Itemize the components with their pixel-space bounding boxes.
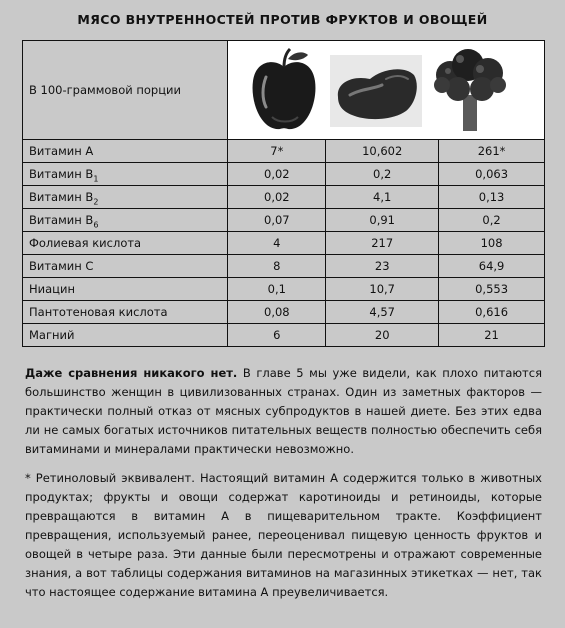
nutrient-label	[23, 140, 228, 163]
table-row	[23, 186, 545, 209]
comparison-note-lead: Даже сравнения никакого нет.	[25, 366, 238, 380]
table-row	[23, 278, 545, 301]
nutrient-name: Магний	[29, 328, 75, 342]
nutrient-label	[23, 278, 228, 301]
table-cell-value: 0,08	[228, 301, 326, 324]
table-header-row	[23, 41, 545, 140]
nutrient-label	[23, 232, 228, 255]
table-cell-value: 0,91	[326, 209, 439, 232]
table-row	[23, 140, 545, 163]
table-cell-value: 4,57	[326, 301, 439, 324]
table-cell-value: 23	[326, 255, 439, 278]
table-row	[23, 301, 545, 324]
nutrient-label	[23, 255, 228, 278]
comparison-note	[25, 364, 542, 459]
retinol-footnote: * Ретиноловый эквивалент. Настоящий витамин А содержится только в животных продуктах; фрукты и овощи содержат каротиноиды и ретиноиды, которые превращаются в витамин А в пищеварительном тракте. Коэффициент превращения, используемый ранее, переоценивал пищевую ценность фруктов и овощей в четыре раза. Эти данные были пересмотрены и отражают современные знания, а вот таблицы содержания витаминов на магазинных этикетках — нет, так что настоящее содержание витамина А преувеличивается.	[25, 471, 542, 599]
nutrient-label	[23, 163, 228, 186]
table-cell-value: 0,02	[228, 186, 326, 209]
nutrient-label	[23, 209, 228, 232]
table-cell-value: 7*	[228, 140, 326, 163]
table-row	[23, 163, 545, 186]
table-row	[23, 324, 545, 347]
nutrient-name: Витамин С	[29, 259, 94, 273]
liver-icon	[330, 55, 422, 127]
portion-label: В 100-граммовой порции	[23, 41, 228, 140]
table-cell-value: 21	[439, 324, 545, 347]
table-cell-value: 0,063	[439, 163, 545, 186]
table-cell-value: 8	[228, 255, 326, 278]
table-cell-value: 0,13	[439, 186, 545, 209]
table-cell-value: 0,02	[228, 163, 326, 186]
table-cell-value: 0,2	[439, 209, 545, 232]
table-cell-value: 0,2	[326, 163, 439, 186]
table-cell-value: 64,9	[439, 255, 545, 278]
nutrient-label	[23, 186, 228, 209]
nutrient-name: Витамин В	[29, 213, 94, 227]
nutrient-subscript: 1	[93, 174, 99, 184]
table-cell-value: 0,553	[439, 278, 545, 301]
table-cell-value: 10,7	[326, 278, 439, 301]
nutrient-name: Фолиевая кислота	[29, 236, 142, 250]
apple-icon	[248, 47, 320, 133]
nutrient-name: Ниацин	[29, 282, 75, 296]
table-cell-value: 6	[228, 324, 326, 347]
table-body	[23, 140, 545, 347]
table-cell-value: 0,07	[228, 209, 326, 232]
comparison-note-text: В главе 5 мы уже видели, как плохо питаются большинство женщин в цивилизованных странах. Один из заметных факторов — практически полный отказ от мясных субпродуктов в нашей диете. Без этих едва ли не самых богатых источников питательных веществ полностью обеспечить себя витаминами и минералами практически невозможно.	[25, 366, 542, 456]
nutrient-label	[23, 324, 228, 347]
figure-title: МЯСО ВНУТРЕННОСТЕЙ ПРОТИВ ФРУКТОВ И ОВОЩЕЙ	[77, 12, 488, 27]
nutrient-name: Витамин В	[29, 190, 94, 204]
table-cell-value: 108	[439, 232, 545, 255]
nutrient-name: Витамин В	[29, 167, 94, 181]
table-row	[23, 255, 545, 278]
nutrition-table	[22, 40, 545, 347]
table-cell-value: 10,602	[326, 140, 439, 163]
food-images	[228, 41, 545, 140]
table-cell-value: 261*	[439, 140, 545, 163]
broccoli-icon	[430, 45, 510, 135]
table-row	[23, 232, 545, 255]
nutrient-subscript: 2	[93, 197, 99, 207]
table-cell-value: 217	[326, 232, 439, 255]
table-cell-value: 4	[228, 232, 326, 255]
table-row	[23, 209, 545, 232]
table-cell-value: 20	[326, 324, 439, 347]
table-cell-value: 0,1	[228, 278, 326, 301]
nutrient-label	[23, 301, 228, 324]
table-cell-value: 4,1	[326, 186, 439, 209]
nutrient-name: Витамин А	[29, 144, 94, 158]
nutrient-subscript: 6	[93, 220, 99, 230]
nutrient-name: Пантотеновая кислота	[29, 305, 168, 319]
table-cell-value: 0,616	[439, 301, 545, 324]
